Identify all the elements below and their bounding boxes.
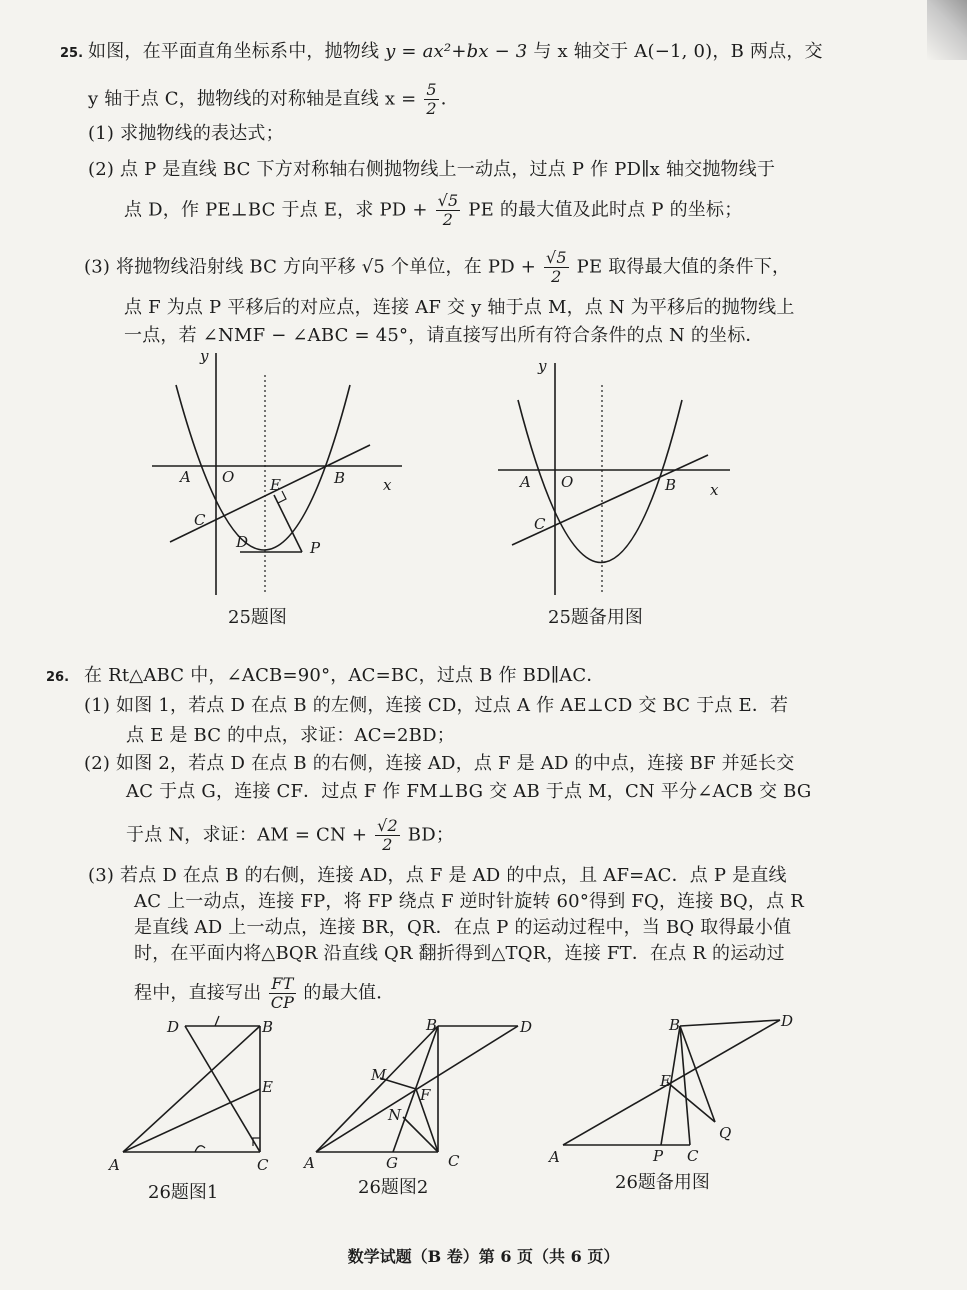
q25-fig1-segment-pe xyxy=(274,495,302,552)
q25-part2-line2 xyxy=(124,193,742,228)
q26-fig1-angle-mark xyxy=(195,1146,205,1152)
q26-part1-line1: (1) 如图 1，若点 D 在点 B 的左侧，连接 CD，过点 A 作 AE⊥CD 交 BC 于点 E．若 xyxy=(84,695,789,716)
q25-fig1-label-o: O xyxy=(222,468,235,486)
q25-formula: y = ax²+bx − 3 xyxy=(385,41,528,62)
q25-part2-line1: (2) 点 P 是直线 BC 下方对称轴右侧抛物线上一动点，过点 P 作 PD∥x 轴交抛物线于 xyxy=(88,159,776,180)
q25-axis-frac-num: 5 xyxy=(426,80,437,99)
q26-figure-1 xyxy=(105,1012,285,1177)
q26-fig1-label-b: B xyxy=(262,1018,274,1036)
q26-fig1-label-a: A xyxy=(109,1156,120,1174)
q26-fig1-segment-cd xyxy=(185,1026,260,1152)
q26-part2-line2: AC 于点 G，连接 CF．过点 F 作 FM⊥BG 交 AB 于点 M，CN 平分∠ACB 交 BG xyxy=(126,781,812,802)
q25-axis-frac-den: 2 xyxy=(426,99,437,118)
q26-fig1-tick-mark xyxy=(215,1016,219,1026)
q26-fig3-label-q: Q xyxy=(719,1124,732,1142)
q25-line2-text-b: ． xyxy=(440,88,459,110)
q25-fig1-label-b: B xyxy=(334,469,346,487)
q26-part2-frac-num: √2 xyxy=(377,816,398,835)
q26-part3-line4: 时，在平面内将△BQR 沿直线 QR 翻折得到△TQR，连接 FT．在点 R 的运动过 xyxy=(134,943,785,964)
q26-part2-fraction xyxy=(375,818,400,853)
q26-fig3-label-d: D xyxy=(781,1012,794,1030)
q26-part2-frac-den: 2 xyxy=(382,835,393,854)
q26-fig1-label-d: D xyxy=(167,1018,180,1036)
q25-backup-figure xyxy=(490,355,740,605)
q25-part3-text-a: (3) 将抛物线沿射线 BC 方向平移 √5 个单位，在 PD + xyxy=(84,256,542,278)
q25-fig1-label-e: E xyxy=(270,476,281,494)
q26-part1-line2: 点 E 是 BC 的中点，求证：AC=2BD； xyxy=(126,725,455,746)
q26-fig3-segment-bc xyxy=(680,1026,690,1145)
q26-part3-frac-num: FT xyxy=(271,974,294,993)
q26-fig1-caption: 26题图1 xyxy=(148,1182,219,1203)
q26-figure-2 xyxy=(298,1012,538,1177)
q25-fig2-label-c: C xyxy=(534,515,546,533)
q26-fig2-label-m: M xyxy=(371,1066,387,1084)
q25-part2-fraction xyxy=(436,193,461,228)
q26-part3-line2: AC 上一动点，连接 FP，将 FP 绕点 F 逆时针旋转 60°得到 FQ，连接 BQ，点 R xyxy=(134,891,804,912)
q26-fig1-segment-ab xyxy=(123,1026,260,1152)
q26-fig3-segment-bd xyxy=(680,1020,780,1026)
q25-part1: (1) 求抛物线的表达式； xyxy=(88,123,284,144)
q25-part2-text-b: PE 的最大值及此时点 P 的坐标； xyxy=(462,199,743,221)
q26-part3-text-b: 的最大值． xyxy=(297,982,395,1004)
q26-fig1-label-c: C xyxy=(257,1156,269,1174)
q25-part3-fraction xyxy=(544,250,569,285)
q25-fig1-label-d: D xyxy=(236,533,249,551)
q25-part3-line1 xyxy=(84,250,790,285)
q26-part3-frac-den: CP xyxy=(270,993,295,1012)
q25-part3-text-b: PE 取得最大值的条件下， xyxy=(570,256,791,278)
q25-part3-line3: 一点，若 ∠NMF − ∠ABC = 45°，请直接写出所有符合条件的点 N 的坐标． xyxy=(124,325,764,346)
q26-fig2-label-c: C xyxy=(448,1152,460,1170)
q26-fig3-label-b: B xyxy=(669,1016,681,1034)
q25-fig2-label-b: B xyxy=(665,476,677,494)
q25-part2-text-a: 点 D，作 PE⊥BC 于点 E，求 PD + xyxy=(124,199,434,221)
q26-fig1-segment-ae xyxy=(123,1089,260,1152)
q25-fig2-label-a: A xyxy=(520,473,531,491)
q26-fig3-caption: 26题备用图 xyxy=(615,1172,710,1193)
q26-fig2-label-a: A xyxy=(304,1154,315,1172)
q25-fig1-label-x: x xyxy=(383,476,392,494)
q25-line2 xyxy=(88,82,459,117)
q25-line1-text-a: 如图，在平面直角坐标系中，抛物线 xyxy=(88,41,386,62)
q25-figure xyxy=(140,345,420,610)
q26-fig2-caption: 26题图2 xyxy=(358,1177,429,1198)
q26-part2-line1: (2) 如图 2，若点 D 在点 B 的右侧，连接 AD，点 F 是 AD 的中点，连接 BF 并延长交 xyxy=(84,753,795,774)
q26-fig2-segment-ad xyxy=(316,1026,518,1152)
q26-fig3-label-a: A xyxy=(549,1148,560,1166)
q25-part3-frac-num: √5 xyxy=(545,248,567,267)
page-corner-shadow xyxy=(927,0,967,60)
q25-part3-line2: 点 F 为点 P 平移后的对应点，连接 AF 交 y 轴于点 M，点 N 为平移后的抛物线上 xyxy=(124,297,795,318)
q25-part2-frac-den: 2 xyxy=(442,210,454,229)
q26-fig1-label-e: E xyxy=(262,1078,273,1096)
q26-line1: 在 Rt△ABC 中，∠ACB=90°，AC=BC，过点 B 作 BD∥AC． xyxy=(84,665,605,686)
q25-fig1-label-c: C xyxy=(194,511,206,529)
q25-fig1-label-p: P xyxy=(310,539,321,557)
q26-part3-line5 xyxy=(134,976,394,1011)
page-footer: 数学试题（B 卷）第 6 页（共 6 页） xyxy=(347,1247,620,1266)
q26-backup-figure xyxy=(545,1012,805,1172)
q26-fig2-segment-cn xyxy=(403,1117,438,1152)
q25-fig1-label-a: A xyxy=(180,468,191,486)
q26-fig2-label-n: N xyxy=(388,1106,402,1124)
q25-line1-text-b: 与 x 轴交于 A(−1, 0)，B 两点，交 xyxy=(527,41,823,62)
q25-axis-fraction xyxy=(424,82,438,117)
q26-fig2-label-b: B xyxy=(426,1016,438,1034)
q26-fig2-label-g: G xyxy=(386,1154,398,1172)
q26-fig3-label-c: C xyxy=(687,1147,699,1165)
q26-part3-fraction xyxy=(269,976,295,1011)
q26-part2-text-b: BD； xyxy=(401,824,455,846)
q25-fig2-label-x: x xyxy=(710,481,719,499)
q25-fig2-caption: 25题备用图 xyxy=(548,607,643,628)
q25-fig2-label-o: O xyxy=(561,473,574,491)
q26-fig3-label-e: E xyxy=(660,1072,671,1090)
q25-line1 xyxy=(88,40,823,64)
q25-number: 25. xyxy=(60,46,84,61)
q25-fig1-caption: 25题图 xyxy=(228,607,287,628)
q25-fig1-label-y: y xyxy=(200,347,209,365)
q25-line2-text-a: y 轴于点 C，抛物线的对称轴是直线 x = xyxy=(88,88,423,110)
q26-part3-line1: (3) 若点 D 在点 B 的右侧，连接 AD，点 F 是 AD 的中点，且 AF=AC．点 P 是直线 xyxy=(88,865,787,886)
q26-part2-line3 xyxy=(126,818,454,853)
q26-part3-text-a: 程中，直接写出 xyxy=(134,982,268,1004)
q25-fig2-parabola xyxy=(518,400,682,563)
q26-part2-text-a: 于点 N，求证：AM = CN + xyxy=(126,824,374,846)
q26-fig2-label-d: D xyxy=(520,1018,533,1036)
q26-fig3-label-p: P xyxy=(653,1147,664,1165)
q25-part2-frac-num: √5 xyxy=(437,191,459,210)
q26-number: 26. xyxy=(46,670,70,685)
q25-fig2-label-y: y xyxy=(538,357,547,375)
q26-fig2-label-f: F xyxy=(420,1086,431,1104)
q26-part3-line3: 是直线 AD 上一动点，连接 BR，QR．在点 P 的运动过程中，当 BQ 取得最小值 xyxy=(134,917,792,938)
q25-part3-frac-den: 2 xyxy=(551,267,562,286)
